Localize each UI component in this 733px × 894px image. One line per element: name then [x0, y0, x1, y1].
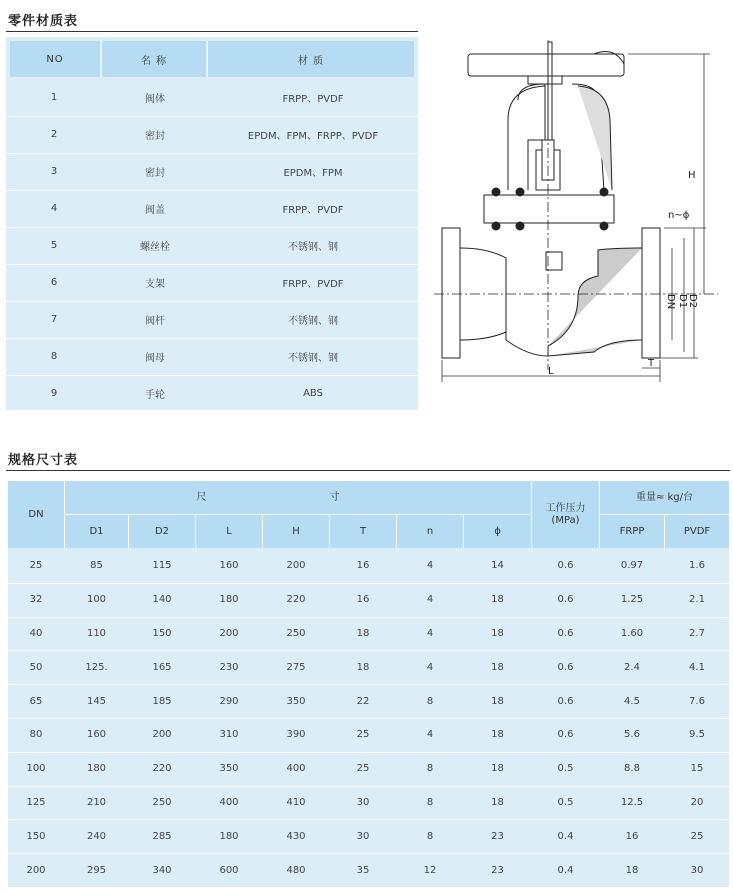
spec-header-divider	[65, 514, 531, 515]
spec-cell: 18	[356, 661, 370, 673]
spec-cell: 185	[152, 695, 172, 707]
spec-cell: 14	[491, 560, 504, 572]
spec-cell: 210	[86, 796, 107, 808]
dim-label-d1: D1	[677, 294, 688, 309]
spec-subheader-weight: PVDF	[665, 515, 729, 548]
parts-row-divider	[6, 153, 418, 154]
spec-subheader-size: L	[196, 515, 262, 548]
spec-cell: 250	[286, 627, 306, 639]
parts-cell-no: 6	[50, 277, 58, 288]
spec-cell: 8	[426, 796, 434, 808]
parts-cell-name: 阀杆	[145, 316, 165, 327]
spec-header-size-group: 尺 寸	[65, 481, 531, 514]
parts-cell-material: ABS	[303, 388, 323, 399]
spec-cell: 165	[152, 661, 172, 673]
parts-table-row	[6, 116, 418, 153]
parts-cell-material: EPDM、FPM	[283, 168, 343, 179]
spec-cell: 18	[625, 864, 639, 876]
spec-cell: 85	[90, 560, 103, 572]
spec-cell: 25	[690, 830, 704, 842]
dim-label-n-phi: n~ϕ	[668, 210, 690, 221]
spec-cell: 5.6	[624, 729, 640, 741]
parts-header-material: 材 质	[208, 41, 414, 77]
spec-cell: 23	[491, 830, 504, 842]
spec-cell: 18	[491, 695, 504, 707]
spec-cell: 22	[356, 695, 370, 707]
spec-header-divider	[262, 515, 263, 548]
spec-cell-dn: 100	[26, 763, 46, 775]
spec-cell: 8.8	[624, 763, 640, 775]
spec-cell: 0.6	[557, 627, 574, 639]
spec-cell: 16	[625, 830, 639, 842]
parts-table-row	[6, 227, 418, 264]
spec-subheader-size: n	[397, 515, 463, 548]
spec-cell-dn: 125	[26, 796, 46, 808]
spec-cell: 400	[286, 763, 306, 775]
parts-table-row	[6, 375, 418, 412]
spec-row-divider	[8, 583, 729, 584]
spec-cell: 16	[356, 594, 370, 606]
spec-cell: 18	[491, 627, 504, 639]
spec-cell: 0.4	[557, 830, 574, 842]
spec-cell: 180	[219, 594, 239, 606]
spec-header-divider	[195, 515, 196, 548]
spec-cell: 1.6	[689, 560, 705, 572]
parts-row-divider	[6, 301, 418, 302]
spec-cell: 285	[152, 830, 172, 842]
spec-cell: 7.6	[689, 695, 705, 707]
spec-cell: 100	[86, 594, 107, 606]
spec-cell: 8	[426, 695, 434, 707]
spec-cell: 220	[286, 594, 306, 606]
spec-header-divider	[463, 515, 464, 548]
spec-cell: 12.5	[620, 796, 644, 808]
parts-row-divider	[6, 375, 418, 376]
parts-cell-material: 不锈钢、钢	[288, 353, 338, 364]
spec-cell: 4	[426, 729, 434, 741]
spec-cell: 145	[86, 695, 107, 707]
parts-table-row	[6, 153, 418, 190]
spec-cell: 430	[286, 830, 306, 842]
spec-cell: 15	[690, 763, 704, 775]
spec-cell: 9.5	[689, 729, 705, 741]
spec-cell: 600	[219, 864, 239, 876]
dim-label-h: H	[688, 170, 696, 181]
parts-cell-name: 密封	[145, 131, 165, 142]
parts-cell-no: 1	[50, 92, 58, 103]
spec-subheader-size: D1	[65, 515, 128, 548]
spec-cell: 150	[152, 627, 172, 639]
spec-row-divider	[8, 650, 729, 651]
spec-cell: 8	[426, 830, 434, 842]
spec-row-divider	[8, 752, 729, 753]
parts-cell-no: 4	[50, 203, 58, 214]
spec-cell: 2.4	[624, 661, 640, 673]
spec-cell: 30	[356, 796, 370, 808]
spec-header-divider	[664, 515, 665, 548]
spec-cell: 0.6	[557, 729, 574, 741]
spec-cell: 180	[86, 763, 107, 775]
spec-subheader-weight: FRPP	[600, 515, 664, 548]
parts-cell-material: 不锈钢、钢	[288, 316, 338, 327]
spec-cell: 1.25	[620, 594, 644, 606]
spec-cell: 12	[423, 864, 437, 876]
spec-cell: 8	[426, 763, 434, 775]
spec-cell: 0.97	[620, 560, 644, 572]
spec-cell: 180	[219, 830, 239, 842]
spec-cell: 35	[356, 864, 370, 876]
spec-cell: 0.5	[557, 796, 574, 808]
spec-cell: 160	[86, 729, 107, 741]
spec-cell: 4.1	[689, 661, 705, 673]
valve-section-drawing	[428, 40, 728, 395]
spec-header-divider	[128, 515, 129, 548]
parts-cell-no: 7	[50, 314, 58, 325]
spec-cell-dn: 32	[29, 594, 43, 606]
spec-cell: 18	[356, 627, 370, 639]
spec-cell: 18	[491, 661, 504, 673]
parts-row-divider	[6, 338, 418, 339]
dim-label-l: L	[548, 366, 554, 377]
parts-header-divider	[207, 41, 208, 77]
spec-cell: 410	[286, 796, 306, 808]
spec-subheader-size: D2	[129, 515, 195, 548]
spec-cell-dn: 50	[29, 661, 43, 673]
spec-cell: 0.6	[557, 695, 574, 707]
spec-cell: 25	[356, 729, 370, 741]
spec-cell: 30	[356, 830, 370, 842]
parts-row-divider	[6, 190, 418, 191]
spec-subheader-size: H	[263, 515, 329, 548]
spec-cell: 4	[426, 594, 434, 606]
spec-cell: 25	[356, 763, 370, 775]
spec-cell: 18	[491, 594, 504, 606]
spec-cell: 295	[86, 864, 107, 876]
spec-cell: 4.5	[624, 695, 640, 707]
parts-table-row	[6, 338, 418, 375]
parts-cell-no: 2	[50, 129, 58, 140]
spec-table-title: 规格尺寸表	[8, 453, 79, 468]
spec-cell: 18	[491, 763, 504, 775]
dim-label-d2: D2	[687, 294, 698, 309]
spec-cell: 240	[86, 830, 107, 842]
spec-cell: 0.5	[557, 763, 574, 775]
spec-cell: 160	[219, 560, 239, 572]
spec-header-divider	[531, 481, 532, 548]
parts-table-row	[6, 190, 418, 227]
spec-cell: 110	[86, 627, 107, 639]
spec-cell: 200	[219, 627, 239, 639]
spec-cell: 115	[152, 560, 172, 572]
spec-cell: 18	[491, 796, 504, 808]
spec-cell: 16	[356, 560, 370, 572]
parts-cell-name: 手轮	[145, 390, 165, 401]
spec-row-divider	[8, 684, 729, 685]
spec-subheader-size: ϕ	[464, 515, 531, 548]
parts-header-no: NO	[10, 41, 100, 77]
spec-cell: 200	[286, 560, 306, 572]
spec-row-divider	[8, 853, 729, 854]
spec-cell: 2.7	[689, 627, 705, 639]
parts-cell-material: 不锈钢、钢	[288, 242, 338, 253]
spec-header-divider	[600, 514, 729, 515]
spec-cell: 390	[286, 729, 306, 741]
spec-cell: 230	[219, 661, 239, 673]
parts-cell-no: 3	[50, 166, 58, 177]
spec-header-pressure: 工作压力 (MPa)	[532, 481, 599, 548]
parts-cell-name: 阀体	[145, 94, 165, 105]
parts-cell-material: FRPP、PVDF	[282, 205, 344, 216]
spec-row-divider	[8, 718, 729, 719]
parts-cell-name: 阀盖	[145, 205, 165, 216]
spec-cell-dn: 40	[29, 627, 43, 639]
parts-cell-no: 5	[50, 240, 58, 251]
spec-cell-dn: 80	[29, 729, 43, 741]
spec-cell: 125.	[85, 661, 108, 673]
spec-dimension-table	[8, 481, 729, 887]
spec-cell: 140	[152, 594, 172, 606]
spec-cell: 1.60	[620, 627, 644, 639]
spec-cell: 30	[690, 864, 704, 876]
parts-table-title: 零件材质表	[8, 14, 79, 29]
parts-cell-name: 阀母	[145, 353, 165, 364]
parts-header-name: 名 称	[102, 41, 206, 77]
spec-cell: 250	[152, 796, 172, 808]
spec-header-divider	[329, 515, 330, 548]
spec-cell: 20	[690, 796, 704, 808]
parts-cell-material: EPDM、FPM、FRPP、PVDF	[247, 131, 379, 142]
spec-cell: 18	[491, 729, 504, 741]
spec-cell-dn: 150	[26, 830, 46, 842]
parts-row-divider	[6, 116, 418, 117]
spec-cell: 0.6	[557, 594, 574, 606]
spec-title-underline	[6, 470, 730, 471]
spec-header-weight-group: 重量≈ kg/台	[600, 481, 729, 514]
spec-cell: 0.4	[557, 864, 574, 876]
spec-row-divider	[8, 617, 729, 618]
parts-cell-name: 螺丝栓	[140, 242, 170, 253]
spec-cell: 220	[152, 763, 172, 775]
spec-cell: 290	[219, 695, 239, 707]
parts-cell-name: 密封	[145, 168, 165, 179]
dim-label-t: T	[648, 358, 655, 369]
spec-cell: 340	[152, 864, 172, 876]
spec-cell: 350	[219, 763, 239, 775]
parts-title-underline	[6, 31, 418, 32]
parts-cell-material: FRPP、PVDF	[282, 94, 344, 105]
spec-cell: 310	[219, 729, 239, 741]
parts-row-divider	[6, 227, 418, 228]
spec-header-dn: DN	[8, 481, 64, 548]
parts-table-row	[6, 79, 418, 116]
spec-cell: 350	[286, 695, 306, 707]
spec-header-divider	[396, 515, 397, 548]
spec-cell: 0.6	[557, 560, 574, 572]
parts-cell-name: 支架	[145, 279, 165, 290]
spec-cell: 400	[219, 796, 239, 808]
spec-row-divider	[8, 819, 729, 820]
parts-table-row	[6, 301, 418, 338]
spec-cell: 200	[152, 729, 172, 741]
spec-cell: 4	[426, 560, 434, 572]
parts-row-divider	[6, 264, 418, 265]
spec-cell: 2.1	[689, 594, 705, 606]
parts-table-row	[6, 264, 418, 301]
spec-cell: 0.6	[557, 661, 574, 673]
parts-cell-no: 8	[50, 351, 58, 362]
spec-cell: 275	[286, 661, 306, 673]
spec-subheader-size: T	[330, 515, 396, 548]
parts-cell-no: 9	[50, 388, 58, 399]
spec-cell: 23	[491, 864, 504, 876]
parts-material-table	[6, 37, 418, 410]
spec-cell-dn: 25	[29, 560, 43, 572]
parts-cell-material: FRPP、PVDF	[282, 279, 344, 290]
spec-cell-dn: 65	[29, 695, 43, 707]
dim-label-dn: DN	[665, 294, 676, 310]
spec-cell: 4	[426, 627, 434, 639]
spec-cell-dn: 200	[26, 864, 46, 876]
spec-cell: 480	[286, 864, 306, 876]
parts-header-divider	[101, 41, 102, 77]
spec-cell: 4	[426, 661, 434, 673]
spec-row-divider	[8, 786, 729, 787]
